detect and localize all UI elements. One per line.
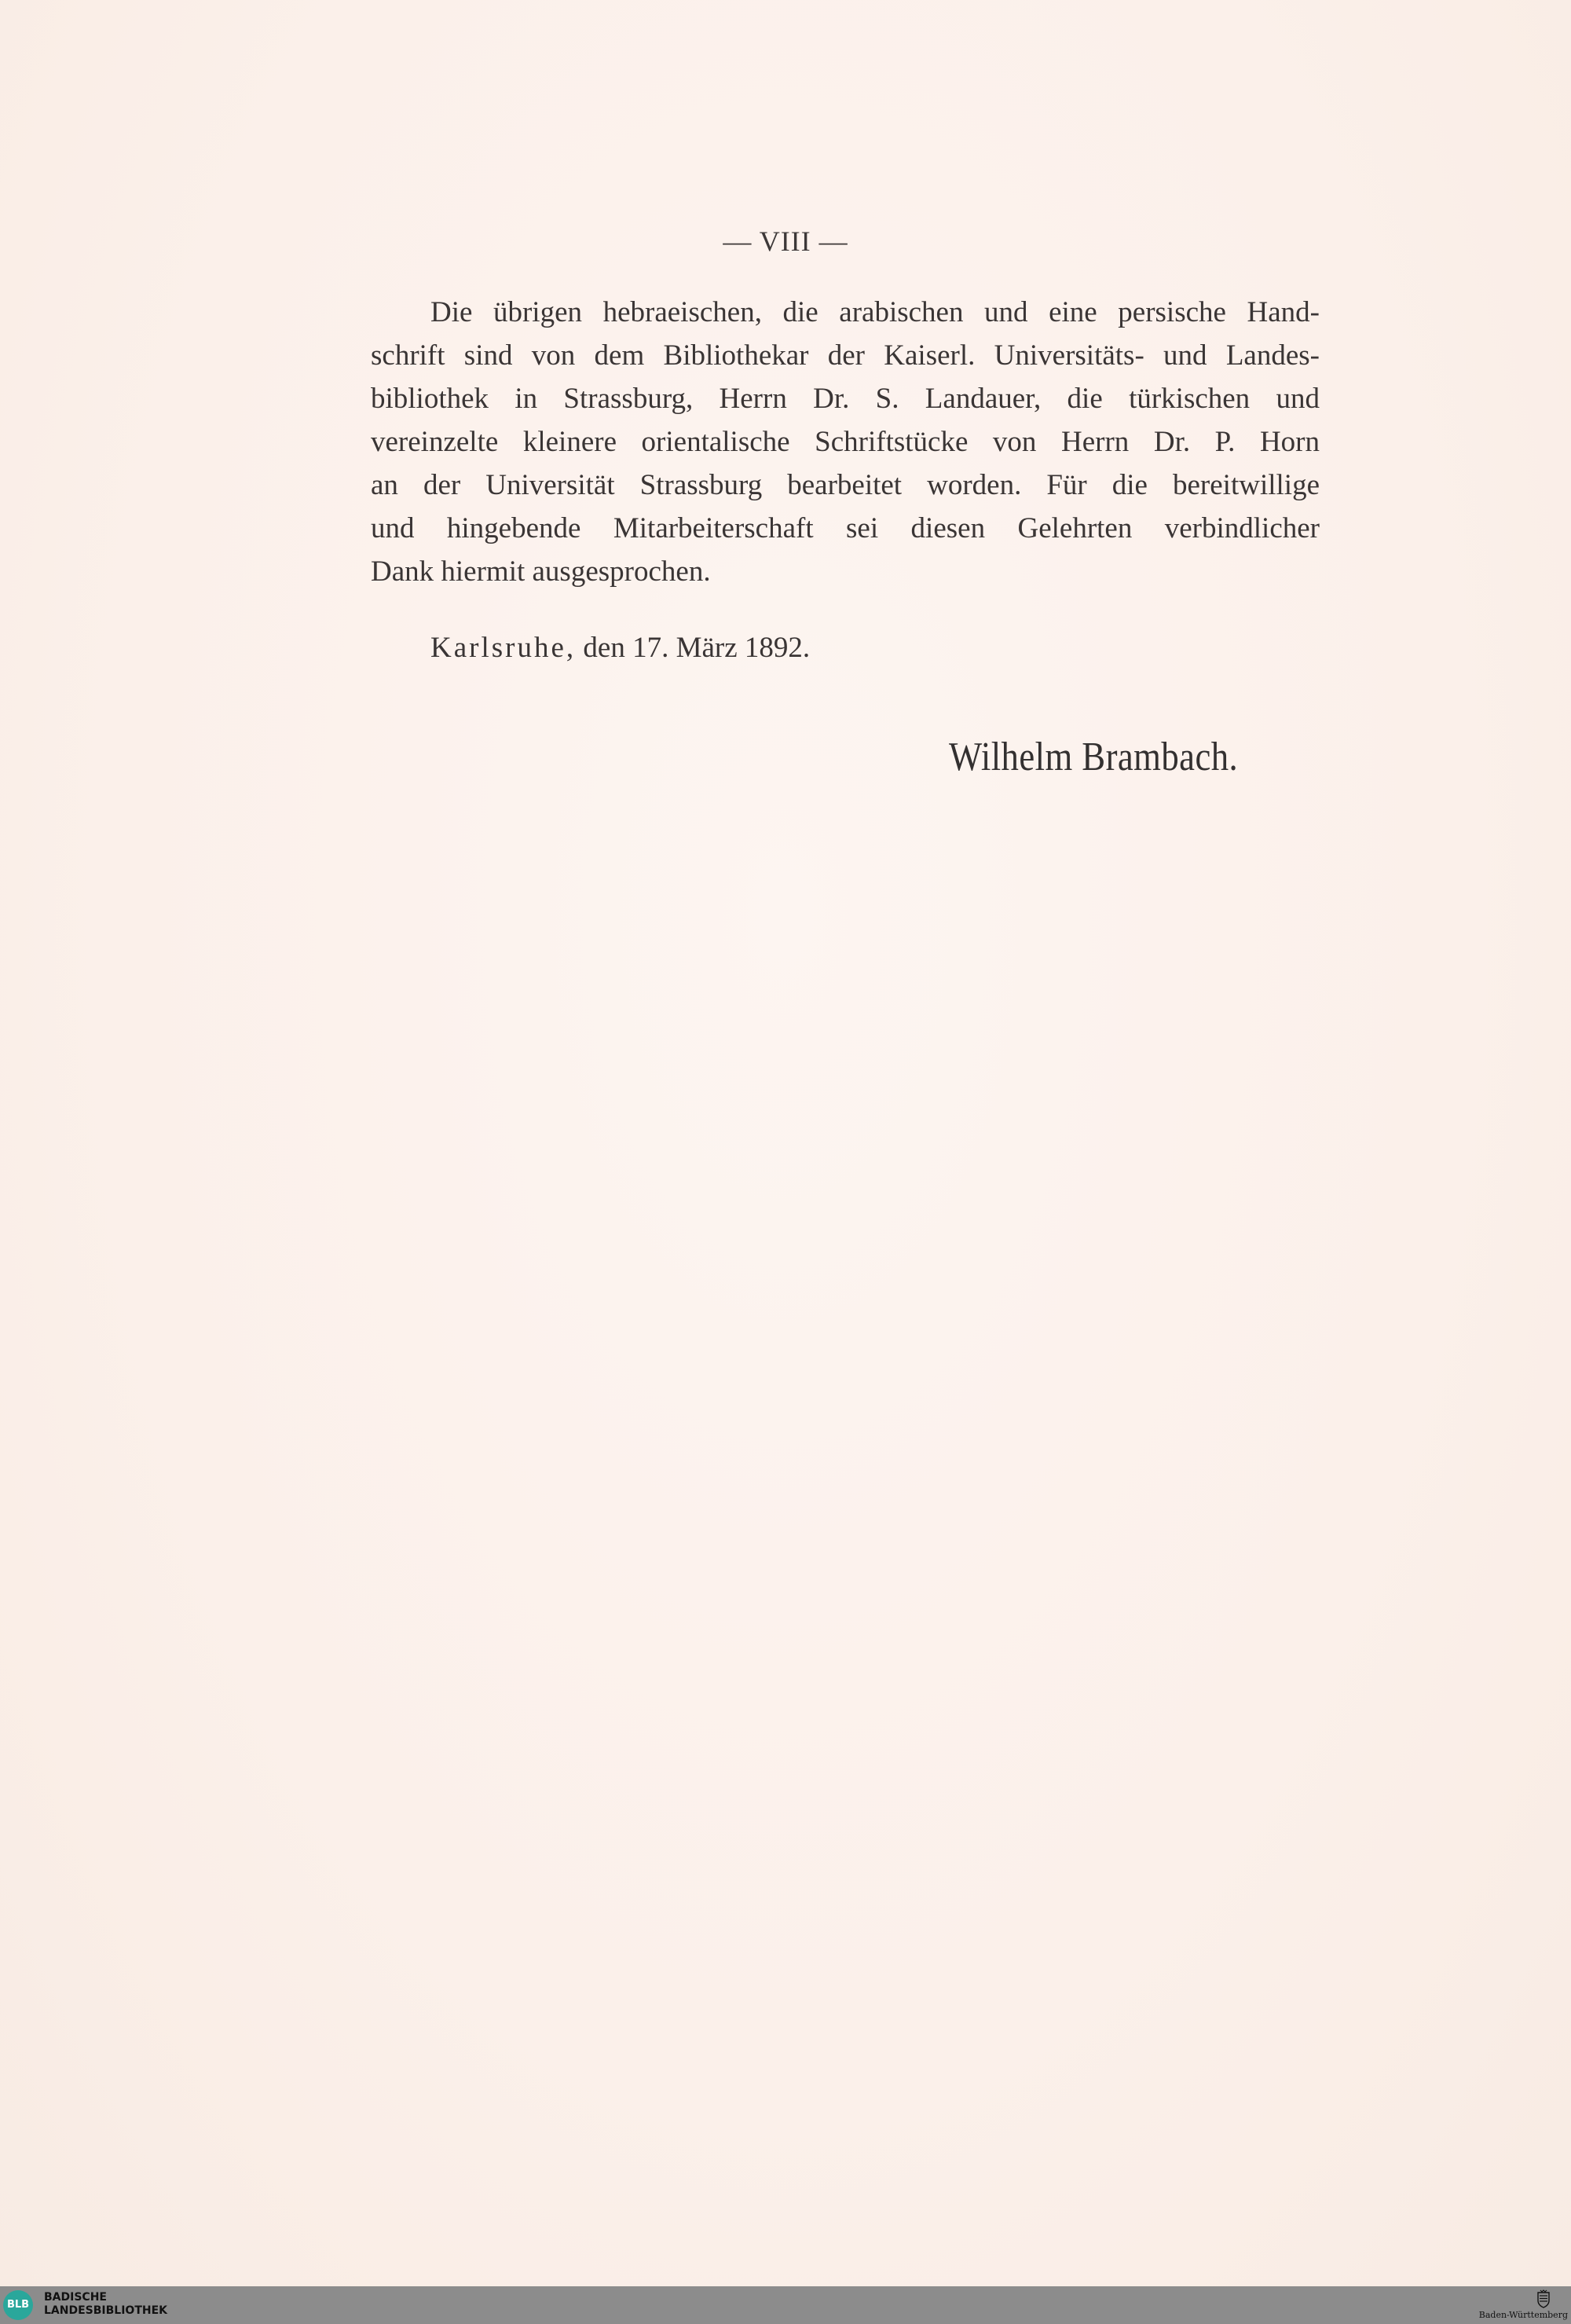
baden-wuerttemberg-crest-icon bbox=[1536, 2289, 1551, 2308]
footer-bar bbox=[0, 2286, 1571, 2324]
paragraph-line: an der Universität Strassburg bearbeitet worden. Für die bereitwillige bbox=[371, 469, 1320, 501]
date-place: Karlsruhe, bbox=[430, 632, 577, 664]
page-number: — VIII — bbox=[723, 225, 848, 257]
library-name-line1: BADISCHE bbox=[44, 2291, 107, 2304]
paragraph-line: Die übrigen hebraeischen, die arabischen und eine persische Hand- bbox=[430, 296, 1320, 328]
library-name-line2: LANDESBIBLIOTHEK bbox=[44, 2304, 168, 2317]
signature: Wilhelm Brambach. bbox=[949, 735, 1239, 779]
paragraph-line: und hingebende Mitarbeiterschaft sei diesen Gelehrten verbindlicher bbox=[371, 512, 1320, 544]
paragraph-line: Dank hiermit ausgesprochen. bbox=[371, 555, 711, 588]
state-label: Baden-Württemberg bbox=[1478, 2310, 1568, 2320]
blb-logo-icon[interactable]: BLB bbox=[3, 2290, 33, 2320]
body-paragraph bbox=[371, 291, 1320, 593]
date-line bbox=[430, 631, 810, 665]
library-name[interactable] bbox=[44, 2291, 167, 2318]
paragraph-line: vereinzelte kleinere orientalische Schriftstücke von Herrn Dr. P. Horn bbox=[371, 426, 1320, 458]
paragraph-line: schrift sind von dem Bibliothekar der Kaiserl. Universitäts- und Landes- bbox=[371, 339, 1320, 372]
paragraph-line: bibliothek in Strassburg, Herrn Dr. S. Landauer, die türkischen und bbox=[371, 383, 1320, 415]
date-text: den 17. März 1892. bbox=[576, 632, 811, 664]
